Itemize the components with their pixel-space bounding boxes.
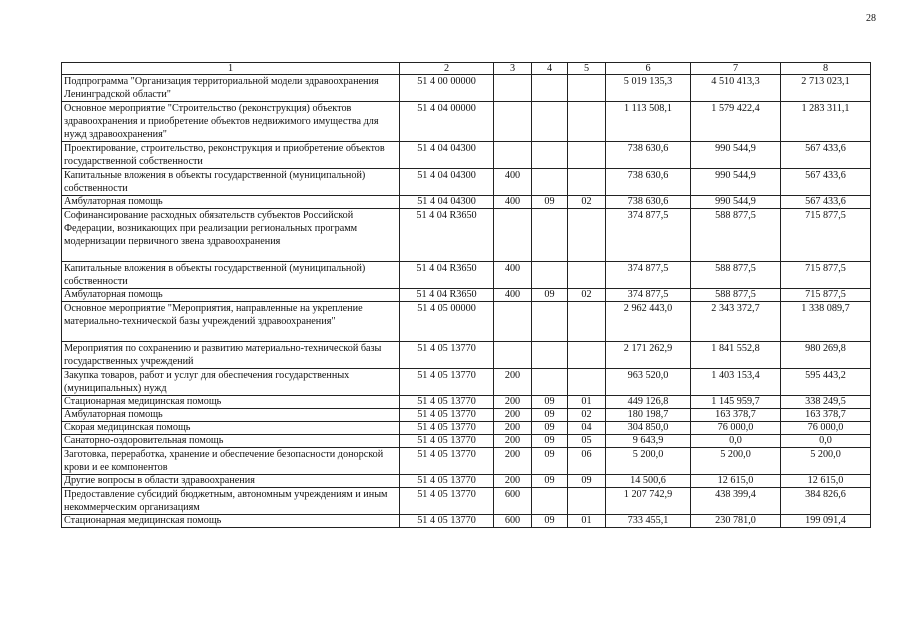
row-value-7: 12 615,0 <box>691 475 781 488</box>
row-value-6: 5 019 135,3 <box>606 75 691 102</box>
table-row <box>62 342 871 369</box>
table-row <box>62 396 871 409</box>
row-col4: 09 <box>532 289 568 302</box>
row-code: 51 4 05 13770 <box>400 448 494 475</box>
table-body <box>62 75 871 528</box>
row-col5 <box>568 102 606 142</box>
row-code: 51 4 05 13770 <box>400 515 494 528</box>
row-col3: 200 <box>494 448 532 475</box>
table-row <box>62 75 871 102</box>
row-name: Закупка товаров, работ и услуг для обеспечения государственных (муниципальных) нужд <box>62 369 400 396</box>
row-value-8: 76 000,0 <box>781 422 871 435</box>
row-value-8: 163 378,7 <box>781 409 871 422</box>
row-value-8: 1 283 311,1 <box>781 102 871 142</box>
header-row <box>62 63 871 75</box>
row-col4: 09 <box>532 448 568 475</box>
row-name: Санаторно-оздоровительная помощь <box>62 435 400 448</box>
row-name: Заготовка, переработка, хранение и обеспечение безопасности донорской крови и ее компонентов <box>62 448 400 475</box>
row-value-6: 5 200,0 <box>606 448 691 475</box>
row-col3: 200 <box>494 396 532 409</box>
row-col4: 09 <box>532 435 568 448</box>
table-row <box>62 142 871 169</box>
row-col5: 02 <box>568 196 606 209</box>
header-col-3: 3 <box>494 63 532 75</box>
row-value-7: 1 841 552,8 <box>691 342 781 369</box>
row-name: Стационарная медицинская помощь <box>62 396 400 409</box>
row-col3: 600 <box>494 488 532 515</box>
row-col4: 09 <box>532 409 568 422</box>
header-col-2: 2 <box>400 63 494 75</box>
row-col3 <box>494 342 532 369</box>
table-row <box>62 196 871 209</box>
row-col3: 200 <box>494 409 532 422</box>
table-row <box>62 475 871 488</box>
row-value-8: 980 269,8 <box>781 342 871 369</box>
header-col-7: 7 <box>691 63 781 75</box>
row-value-7: 5 200,0 <box>691 448 781 475</box>
row-value-7: 588 877,5 <box>691 209 781 262</box>
row-col3: 600 <box>494 515 532 528</box>
row-col3: 200 <box>494 435 532 448</box>
row-col4 <box>532 75 568 102</box>
table-row <box>62 262 871 289</box>
row-name: Подпрограмма "Организация территориальной модели здравоохранения Ленинградской области" <box>62 75 400 102</box>
row-col3: 400 <box>494 289 532 302</box>
row-col4: 09 <box>532 515 568 528</box>
row-value-8: 715 877,5 <box>781 209 871 262</box>
row-col4 <box>532 102 568 142</box>
row-col5 <box>568 302 606 342</box>
row-code: 51 4 05 13770 <box>400 369 494 396</box>
row-col4 <box>532 342 568 369</box>
row-value-7: 588 877,5 <box>691 289 781 302</box>
table-row <box>62 515 871 528</box>
row-name: Проектирование, строительство, реконструкция и приобретение объектов государственной собственности <box>62 142 400 169</box>
row-col3: 400 <box>494 169 532 196</box>
row-code: 51 4 04 R3650 <box>400 209 494 262</box>
row-value-8: 338 249,5 <box>781 396 871 409</box>
header-col-1: 1 <box>62 63 400 75</box>
row-value-8: 5 200,0 <box>781 448 871 475</box>
row-value-7: 4 510 413,3 <box>691 75 781 102</box>
row-code: 51 4 05 13770 <box>400 396 494 409</box>
row-value-6: 374 877,5 <box>606 262 691 289</box>
row-value-6: 738 630,6 <box>606 169 691 196</box>
row-col5 <box>568 262 606 289</box>
row-name: Основное мероприятие "Строительство (реконструкция) объектов здравоохранения и приобретение объектов недвижимого имущества для нужд здравоохранения" <box>62 102 400 142</box>
row-name: Капитальные вложения в объекты государственной (муниципальной) собственности <box>62 262 400 289</box>
row-code: 51 4 05 13770 <box>400 488 494 515</box>
row-code: 51 4 04 04300 <box>400 169 494 196</box>
row-code: 51 4 05 13770 <box>400 435 494 448</box>
row-value-7: 230 781,0 <box>691 515 781 528</box>
table-row <box>62 435 871 448</box>
table-row <box>62 488 871 515</box>
row-col4 <box>532 209 568 262</box>
row-value-8: 199 091,4 <box>781 515 871 528</box>
row-col4: 09 <box>532 422 568 435</box>
row-value-6: 963 520,0 <box>606 369 691 396</box>
row-col5: 01 <box>568 515 606 528</box>
row-value-6: 180 198,7 <box>606 409 691 422</box>
row-value-6: 738 630,6 <box>606 196 691 209</box>
row-value-7: 0,0 <box>691 435 781 448</box>
row-col3 <box>494 302 532 342</box>
row-col3: 200 <box>494 369 532 396</box>
row-value-6: 2 962 443,0 <box>606 302 691 342</box>
row-col4 <box>532 488 568 515</box>
row-name: Амбулаторная помощь <box>62 289 400 302</box>
row-value-8: 1 338 089,7 <box>781 302 871 342</box>
row-col4 <box>532 142 568 169</box>
row-col3: 200 <box>494 475 532 488</box>
row-col4: 09 <box>532 396 568 409</box>
row-col5: 06 <box>568 448 606 475</box>
row-col3: 200 <box>494 422 532 435</box>
row-col3 <box>494 75 532 102</box>
row-value-8: 0,0 <box>781 435 871 448</box>
row-value-7: 1 403 153,4 <box>691 369 781 396</box>
row-code: 51 4 05 13770 <box>400 342 494 369</box>
row-value-6: 738 630,6 <box>606 142 691 169</box>
page-number: 28 <box>866 13 876 24</box>
row-col5: 04 <box>568 422 606 435</box>
row-col5 <box>568 209 606 262</box>
row-name: Другие вопросы в области здравоохранения <box>62 475 400 488</box>
row-col5 <box>568 75 606 102</box>
row-value-7: 1 579 422,4 <box>691 102 781 142</box>
row-name: Амбулаторная помощь <box>62 409 400 422</box>
row-code: 51 4 05 13770 <box>400 409 494 422</box>
row-value-6: 9 643,9 <box>606 435 691 448</box>
row-value-7: 1 145 959,7 <box>691 396 781 409</box>
row-name: Скорая медицинская помощь <box>62 422 400 435</box>
row-value-8: 715 877,5 <box>781 289 871 302</box>
row-code: 51 4 05 13770 <box>400 475 494 488</box>
row-col5: 09 <box>568 475 606 488</box>
row-value-8: 595 443,2 <box>781 369 871 396</box>
row-col4 <box>532 262 568 289</box>
row-name: Мероприятия по сохранению и развитию материально-технической базы государственных учреждений <box>62 342 400 369</box>
row-col5 <box>568 488 606 515</box>
row-value-7: 588 877,5 <box>691 262 781 289</box>
row-col4 <box>532 169 568 196</box>
row-code: 51 4 04 R3650 <box>400 262 494 289</box>
row-value-7: 990 544,9 <box>691 169 781 196</box>
row-value-6: 374 877,5 <box>606 209 691 262</box>
table-row <box>62 369 871 396</box>
row-code: 51 4 05 00000 <box>400 302 494 342</box>
row-col5 <box>568 369 606 396</box>
row-col3 <box>494 142 532 169</box>
header-col-6: 6 <box>606 63 691 75</box>
row-value-6: 1 207 742,9 <box>606 488 691 515</box>
row-name: Стационарная медицинская помощь <box>62 515 400 528</box>
row-name: Предоставление субсидий бюджетным, автономным учреждениям и иным некоммерческим организациям <box>62 488 400 515</box>
row-name: Амбулаторная помощь <box>62 196 400 209</box>
header-col-8: 8 <box>781 63 871 75</box>
row-name: Основное мероприятие "Мероприятия, направленные на укрепление материально-технической базы учреждений здравоохранения" <box>62 302 400 342</box>
row-code: 51 4 05 13770 <box>400 422 494 435</box>
row-value-8: 567 433,6 <box>781 196 871 209</box>
row-col5: 01 <box>568 396 606 409</box>
row-value-6: 304 850,0 <box>606 422 691 435</box>
row-code: 51 4 04 04300 <box>400 142 494 169</box>
row-col5 <box>568 142 606 169</box>
table-row <box>62 409 871 422</box>
row-code: 51 4 00 00000 <box>400 75 494 102</box>
row-code: 51 4 04 R3650 <box>400 289 494 302</box>
row-col3 <box>494 209 532 262</box>
row-col4 <box>532 302 568 342</box>
table-row <box>62 289 871 302</box>
row-col5: 05 <box>568 435 606 448</box>
budget-table <box>61 62 871 528</box>
table-row <box>62 169 871 196</box>
table-row <box>62 302 871 342</box>
row-value-7: 990 544,9 <box>691 142 781 169</box>
row-col5 <box>568 169 606 196</box>
table-row <box>62 102 871 142</box>
row-col3: 400 <box>494 196 532 209</box>
header-col-4: 4 <box>532 63 568 75</box>
row-value-8: 384 826,6 <box>781 488 871 515</box>
row-value-6: 14 500,6 <box>606 475 691 488</box>
table-row <box>62 209 871 262</box>
row-code: 51 4 04 00000 <box>400 102 494 142</box>
row-name: Софинансирование расходных обязательств субъектов Российской Федерации, возникающих при реализации региональных программ модернизации первичного звена здравоохранения <box>62 209 400 262</box>
row-value-6: 2 171 262,9 <box>606 342 691 369</box>
row-value-6: 374 877,5 <box>606 289 691 302</box>
row-value-7: 990 544,9 <box>691 196 781 209</box>
row-name: Капитальные вложения в объекты государственной (муниципальной) собственности <box>62 169 400 196</box>
row-col5: 02 <box>568 289 606 302</box>
row-value-8: 2 713 023,1 <box>781 75 871 102</box>
row-value-6: 449 126,8 <box>606 396 691 409</box>
row-value-8: 567 433,6 <box>781 169 871 196</box>
row-value-8: 12 615,0 <box>781 475 871 488</box>
row-value-6: 1 113 508,1 <box>606 102 691 142</box>
table-row <box>62 448 871 475</box>
row-code: 51 4 04 04300 <box>400 196 494 209</box>
row-col5: 02 <box>568 409 606 422</box>
row-col3 <box>494 102 532 142</box>
header-col-5: 5 <box>568 63 606 75</box>
row-value-7: 163 378,7 <box>691 409 781 422</box>
row-col4: 09 <box>532 475 568 488</box>
row-value-8: 715 877,5 <box>781 262 871 289</box>
row-value-7: 438 399,4 <box>691 488 781 515</box>
row-value-8: 567 433,6 <box>781 142 871 169</box>
row-col3: 400 <box>494 262 532 289</box>
row-value-6: 733 455,1 <box>606 515 691 528</box>
row-col4 <box>532 369 568 396</box>
row-col5 <box>568 342 606 369</box>
row-col4: 09 <box>532 196 568 209</box>
row-value-7: 2 343 372,7 <box>691 302 781 342</box>
table-row <box>62 422 871 435</box>
row-value-7: 76 000,0 <box>691 422 781 435</box>
